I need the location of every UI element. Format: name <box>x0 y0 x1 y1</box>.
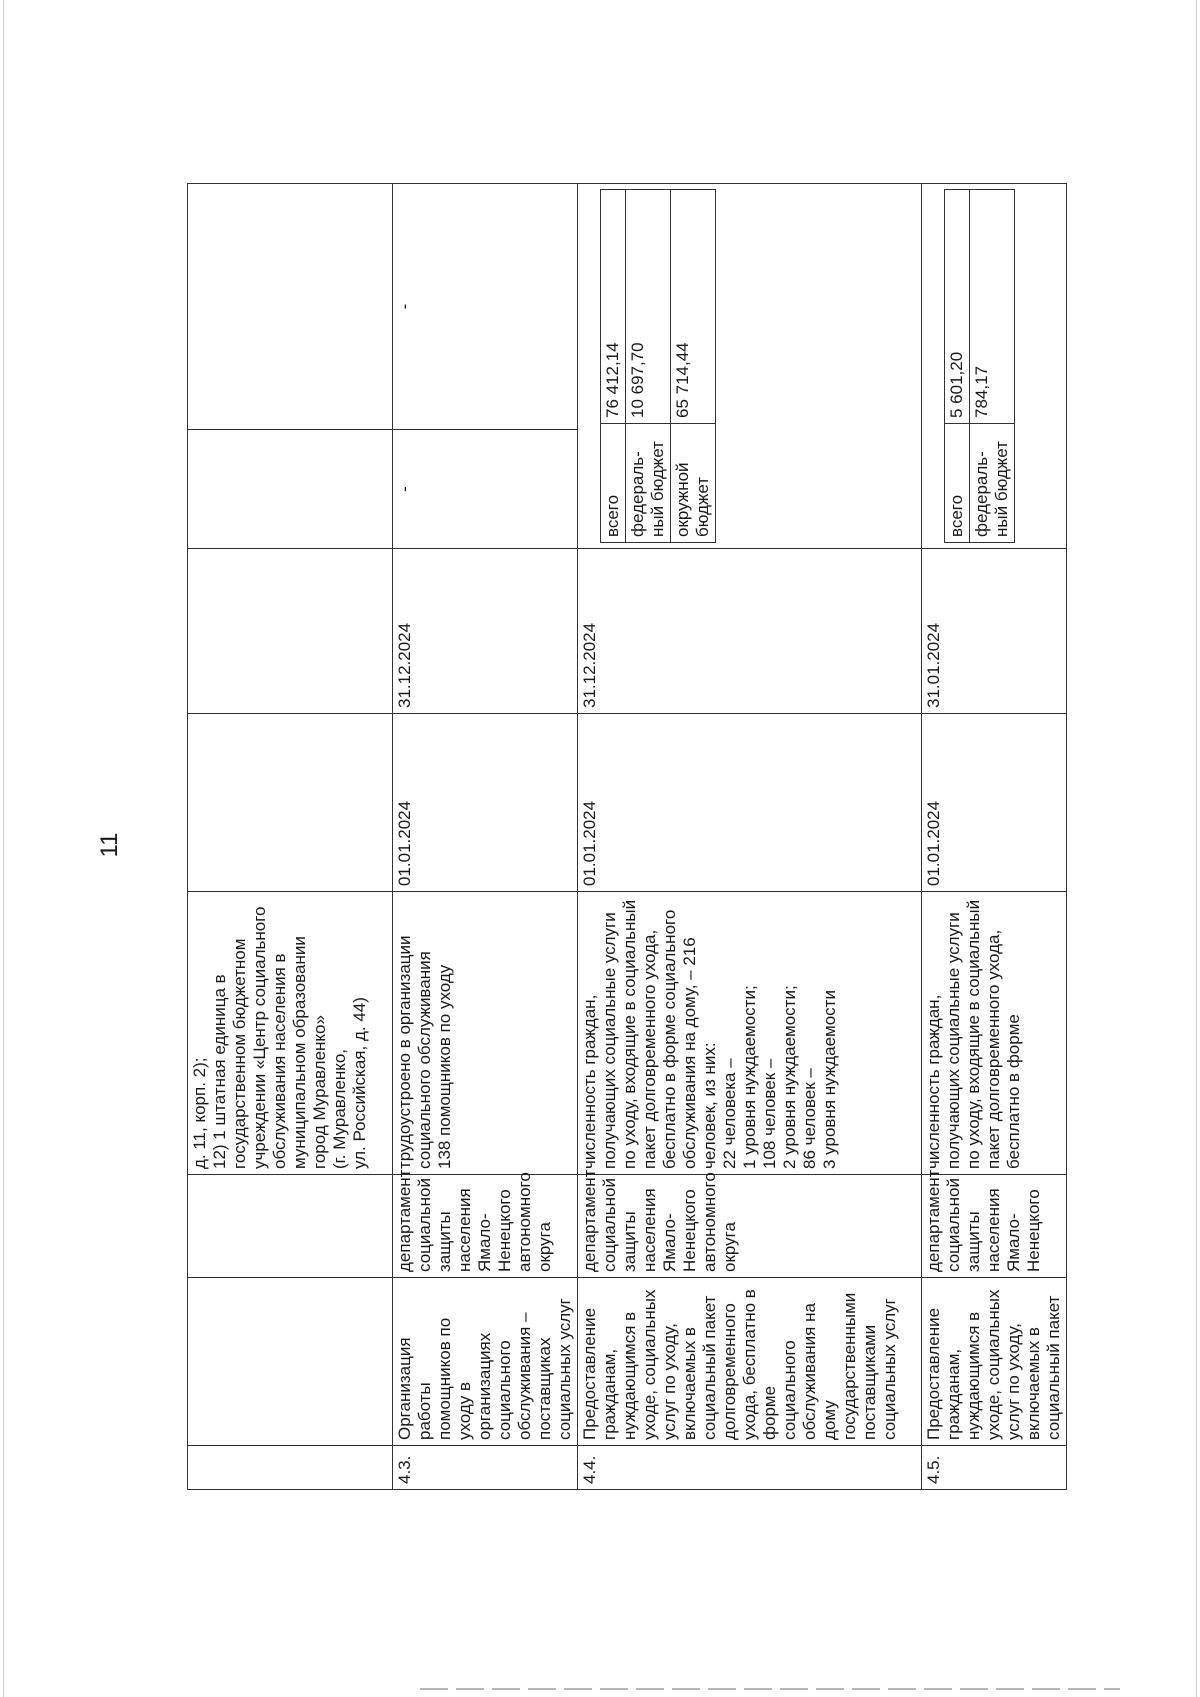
cell-start: 01.01.2024 <box>393 714 578 892</box>
cell-start: 01.01.2024 <box>922 714 1067 892</box>
scan-edge-right <box>1196 0 1197 1697</box>
financing-amount: 784,17 <box>970 190 1015 424</box>
cell-result: численность граждан, получающих социальные услуги по уходу, входящие в социальный пакет долговременного ухода, бесплатно в форме социального обслуживания на дому, – 216 человек, из них: 22 человека – 1 уровня нуждаемости; 108 человек – 2 уровня нуждаемости; 86 человек – 3 уровня нуждаемости <box>578 892 922 1175</box>
rotated-table-sheet <box>187 184 1063 1490</box>
financing-amount: 76 412,14 <box>601 190 626 424</box>
financing-row <box>626 190 671 543</box>
cell-end: 31.01.2024 <box>922 549 1067 714</box>
cell-name <box>188 1278 393 1446</box>
cell-result: д. 11, корп. 2); 12) 1 штатная единица в государственном бюджетном учреждении «Центр социального обслуживания населения в муниципальном образовании город Муравленко» (г. Муравленко, ул. Российская, д. 44) <box>188 892 393 1175</box>
financing-source: федераль-ный бюджет <box>626 424 671 543</box>
cell-start <box>188 714 393 892</box>
cell-end: 31.12.2024 <box>578 549 922 714</box>
cell-result: численность граждан, получающих социальные услуги по уходу, входящие в социальный пакет долговременного ухода, бесплатно в форме <box>922 892 1067 1175</box>
page-number: 11 <box>96 832 123 858</box>
cell-source: - <box>393 430 578 549</box>
financing-amount: 65 714,44 <box>671 190 716 424</box>
financing-amount: 10 697,70 <box>626 190 671 424</box>
cell-amount <box>188 184 393 430</box>
cell-source <box>188 430 393 549</box>
cell-executor: департамент социальной защиты населения Ямало-Ненецкого автономного округа <box>578 1175 922 1278</box>
cell-end: 31.12.2024 <box>393 549 578 714</box>
cell-num: 4.3. <box>393 1446 578 1490</box>
financing-table <box>600 189 716 543</box>
financing-table <box>944 189 1015 543</box>
cell-end <box>188 549 393 714</box>
cell-result: трудоустроено в организации социального обслуживания 138 помощников по уходу <box>393 892 578 1175</box>
financing-row <box>970 190 1015 543</box>
financing-cell <box>578 184 922 549</box>
scan-artifact-line <box>420 1688 1120 1690</box>
cell-start: 01.01.2024 <box>578 714 922 892</box>
financing-amount: 5 601,20 <box>945 190 970 424</box>
financing-row <box>601 190 626 543</box>
cell-amount: - <box>393 184 578 430</box>
cell-executor <box>188 1175 393 1278</box>
cell-num: 4.4. <box>578 1446 922 1490</box>
cell-executor: департамент социальной защиты населения Ямало-Ненецкого автономного округа <box>393 1175 578 1278</box>
cell-num <box>188 1446 393 1490</box>
table-row-continuation <box>188 184 393 1490</box>
financing-source: всего <box>601 424 626 543</box>
table-row-4-3 <box>393 184 578 1490</box>
cell-name: Предоставление гражданам, нуждающимся в уходе, социальных услуг по уходу, включаемых в социальный пакет долговременного ухода, бесплатно в форме социального обслуживания на дому государственными поставщиками социальных услуг <box>578 1278 922 1446</box>
measures-table <box>187 183 1067 1490</box>
table-row-4-5 <box>922 184 1067 1490</box>
cell-num: 4.5. <box>922 1446 1067 1490</box>
financing-cell <box>922 184 1067 549</box>
cell-executor: департамент социальной защиты населения Ямало-Ненецкого <box>922 1175 1067 1278</box>
table-row-4-4 <box>578 184 922 1490</box>
scan-edge-left <box>3 0 4 1697</box>
cell-name: Предоставление гражданам, нуждающимся в уходе, социальных услуг по уходу, включаемых в социальный пакет <box>922 1278 1067 1446</box>
financing-row <box>945 190 970 543</box>
financing-row <box>671 190 716 543</box>
financing-source: окружной бюджет <box>671 424 716 543</box>
financing-source: всего <box>945 424 970 543</box>
cell-name: Организация работы помощников по уходу в организациях социального обслуживания – поставщиках социальных услуг <box>393 1278 578 1446</box>
financing-source: федераль-ный бюджет <box>970 424 1015 543</box>
